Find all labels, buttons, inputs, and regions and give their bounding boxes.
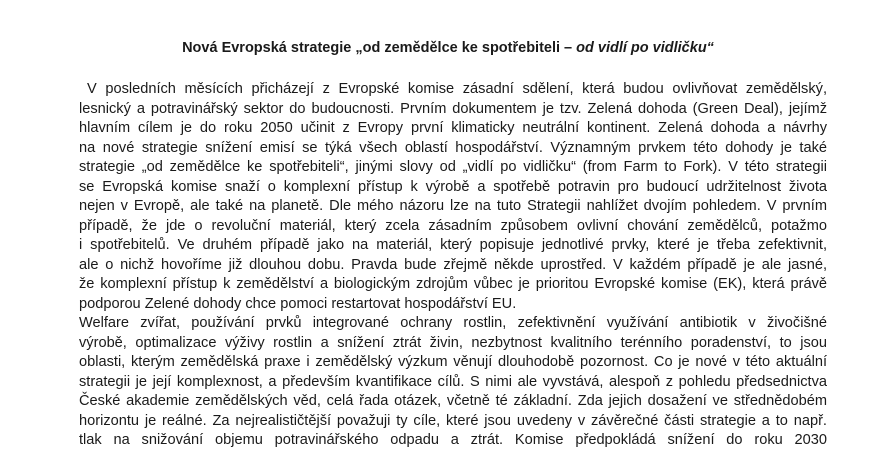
text-line: strategie „od zemědělce ke spotřebiteli“, jinými slovy od „vidlí po vidličku“ (from Farm to Fork). V této strategii [79, 159, 827, 175]
text-line: případě, že jde o revoluční materiál, který zcela zásadním způsobem ovlivní chování zemědělců, potažmo [79, 217, 827, 234]
text-line: strategii je její komplexnost, a především kvantifikace cílů. S nimi ale vyvstává, alespoň z pohledu předsednictva [79, 373, 827, 390]
text-line: oblasti, kterým zemědělská praxe i zemědělský výzkum věnují dlouhodobě pozornost. Co je nové v této aktuální [79, 354, 827, 370]
text-line: se Evropská komise snaží o komplexní přístup k výrobě a spotřebě potravin pro budoucí udržitelnost života [79, 178, 827, 195]
text-line: i spotřebitelů. Ve druhém případě jako na materiál, který popisuje jednotlivé prvky, které je třeba zefektivnit, [79, 237, 827, 253]
text-line: na nové strategie snížení emisí se týká všech oblastí hospodářství. Významným prvkem této dohody je také [79, 139, 827, 156]
title-main: Nová Evropská strategie „od zemědělce ke spotřebiteli – [182, 40, 573, 56]
text-line: Welfare zvířat, používání prvků integrované ochrany rostlin, zefektivnění využívání antibiotik v živočišné [79, 315, 827, 331]
text-line: ale o nichž hovoříme již dlouhou dobu. Pravda bude zřejmě někde uprostřed. V každém případě je ale jasné, [79, 256, 827, 273]
document-body [79, 80, 827, 451]
text-line: výrobě, optimalizace výživy rostlin a snížení ztrát živin, nezbytnost kvalitního terénního poradenství, to jsou [79, 334, 827, 351]
text-line: České akademie zemědělských věd, celá řada otázek, včetně té základní. Zda jejich dosažení ve střednědobém [79, 393, 827, 409]
text-line: hlavním cílem je do roku 2050 učinit z Evropy první klimaticky neutrální kontinent. Zelená dohoda a návrhy [79, 120, 827, 136]
text-line: V posledních měsících přicházejí z Evropské komise zásadní sdělení, která budou ovlivňovat zemědělský, [87, 81, 827, 97]
text-line: že komplexní přístup k zemědělství a biologickým zdrojům vůbec je prioritou Evropské komise (EK), která právě [79, 276, 827, 292]
paragraph-1 [79, 80, 827, 314]
document-title [0, 39, 896, 57]
paragraph-2 [79, 314, 827, 451]
text-line: lesnický a potravinářský sektor do budoucnosti. Prvním dokumentem je tzv. Zelená dohoda (Green Deal), jejímž [79, 100, 827, 117]
text-line: nejen v Evropě, ale také na planetě. Dle mého názoru lze na tuto Strategii nahlížet dvojím pohledem. V prvním [79, 198, 827, 214]
text-line: podporou Zelené dohody chce pomoci restartovat hospodářství EU. [79, 295, 517, 312]
text-line: horizontu je reálné. Za nejrealističtější považuji ty cíle, které jsou uvedeny v závěrečné části strategie a to např. [79, 412, 827, 429]
title-subtitle: od vidlí po vidličku“ [576, 40, 714, 56]
text-line: tlak na snižování objemu potravinářského odpadu a ztrát. Komise předpokládá snížení do roku 2030 [79, 432, 827, 448]
